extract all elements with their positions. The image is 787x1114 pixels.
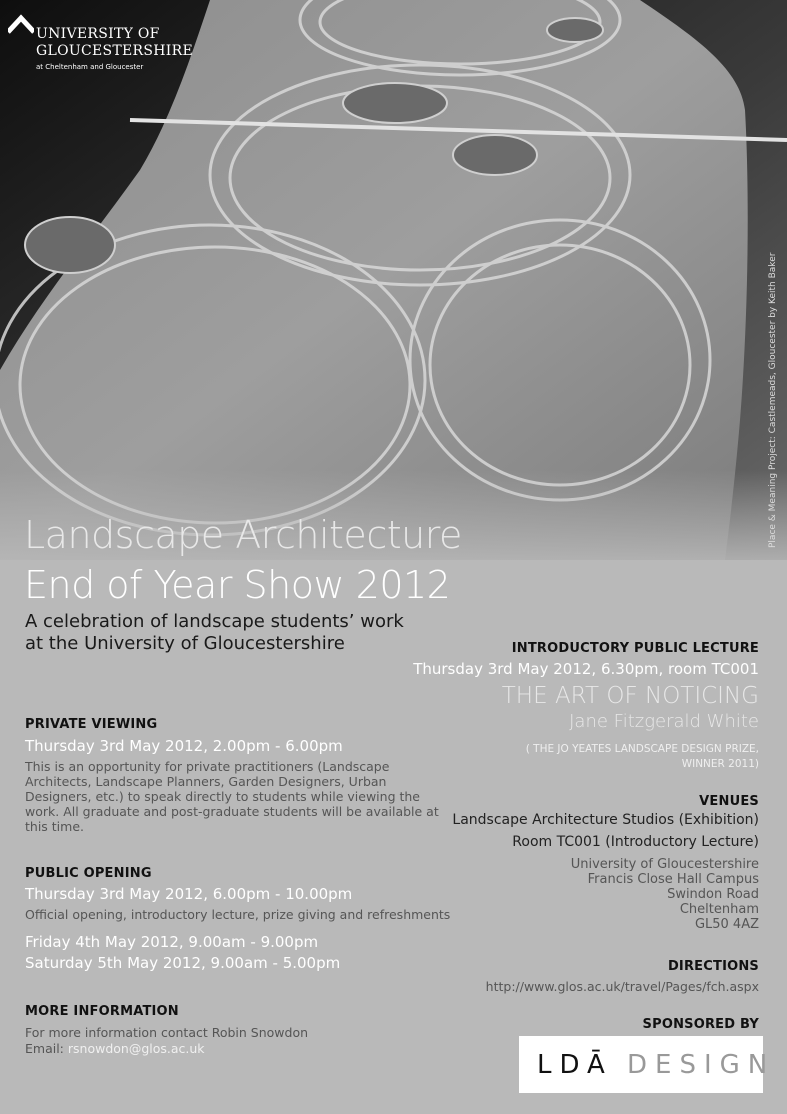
public-opening-note: Official opening, introductory lecture, prize giving and refreshments	[25, 907, 451, 922]
address-line: Cheltenham	[679, 902, 759, 917]
lecture-title: THE ART OF NOTICING	[501, 683, 759, 709]
public-opening-date2: Friday 4th May 2012, 9.00am - 9.00pm	[25, 933, 319, 951]
more-info-heading: MORE INFORMATION	[25, 1004, 179, 1019]
private-viewing-heading: PRIVATE VIEWING	[25, 717, 158, 732]
directions-heading: DIRECTIONS	[667, 959, 759, 974]
photo-credit: Place & Meaning Project: Castlemeads, Gloucester by Keith Baker	[768, 252, 778, 548]
venue-address	[571, 857, 759, 932]
public-opening-heading: PUBLIC OPENING	[25, 866, 152, 881]
subtitle-line2: at the University of Gloucestershire	[25, 633, 345, 654]
more-info-contact: For more information contact Robin Snowdon	[25, 1025, 309, 1040]
page-title-line2: End of Year Show 2012	[24, 563, 451, 607]
logo-text-line2: GLOUCESTERSHIRE	[36, 43, 193, 59]
email-label: Email:	[25, 1041, 68, 1056]
address-line: GL50 4AZ	[694, 917, 759, 932]
venues-heading: VENUES	[699, 794, 759, 809]
lecture-prize-line1: ( THE JO YEATES LANDSCAPE DESIGN PRIZE,	[525, 743, 759, 755]
logo-subtitle: at Cheltenham and Gloucester	[36, 63, 144, 71]
public-opening-date1: Thursday 3rd May 2012, 6.00pm - 10.00pm	[25, 885, 353, 903]
logo-text-line1: UNIVERSITY OF	[36, 26, 160, 42]
address-line: University of Gloucestershire	[570, 857, 759, 872]
sponsor-name-part1: LDĀ	[537, 1050, 613, 1080]
address-line: Swindon Road	[667, 887, 759, 902]
private-viewing-date: Thursday 3rd May 2012, 2.00pm - 6.00pm	[25, 737, 343, 755]
page-title-line1: Landscape Architecture	[24, 513, 462, 557]
lecture-heading: INTRODUCTORY PUBLIC LECTURE	[511, 641, 759, 656]
sponsor-heading: SPONSORED BY	[642, 1017, 759, 1032]
email-link[interactable]: rsnowdon@glos.ac.uk	[67, 1041, 205, 1056]
lecture-speaker: Jane Fitzgerald White	[569, 711, 759, 732]
venue-1: Landscape Architecture Studios (Exhibition)	[452, 812, 759, 828]
private-viewing-description: This is an opportunity for private practitioners (Landscape Architects, Landscape Planners, Garden Designers, Urban Designers, etc.) to speak directly to students while viewing the work. All graduate and post-graduate students will be available at this time.	[25, 759, 439, 834]
more-info-email-row	[25, 1041, 205, 1056]
public-opening-date3: Saturday 5th May 2012, 9.00am - 5.00pm	[25, 954, 341, 972]
venue-2: Room TC001 (Introductory Lecture)	[512, 834, 759, 850]
sponsor-name-part2: DESIGN	[627, 1050, 776, 1080]
address-line: Francis Close Hall Campus	[587, 872, 759, 887]
subtitle-line1: A celebration of landscape students’ work	[25, 611, 404, 632]
lecture-prize-line2: WINNER 2011)	[681, 758, 759, 770]
directions-link[interactable]: http://www.glos.ac.uk/travel/Pages/fch.aspx	[485, 979, 759, 994]
chevron-up-icon	[8, 14, 34, 34]
lecture-date: Thursday 3rd May 2012, 6.30pm, room TC001	[413, 660, 759, 678]
sponsor-logo[interactable]	[519, 1036, 776, 1093]
